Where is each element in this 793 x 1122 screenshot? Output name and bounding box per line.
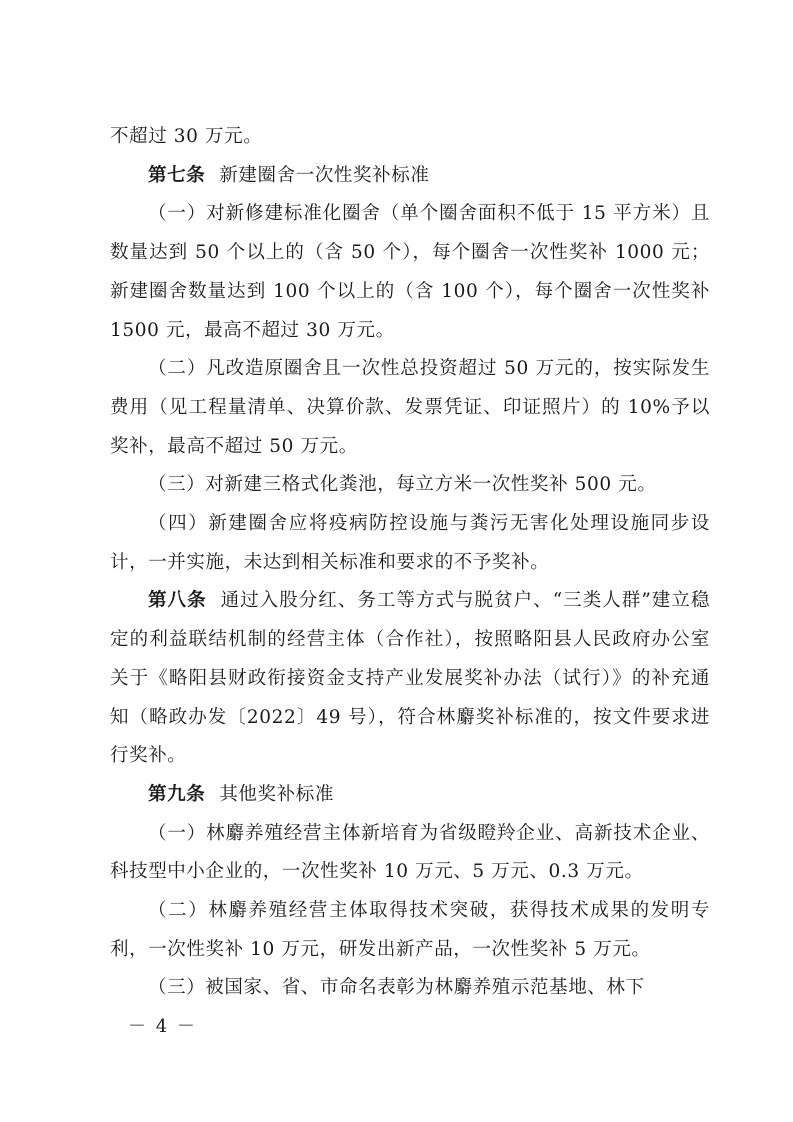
paragraph-text: （四）新建圈舍应将疫病防控设施与粪污无害化处理设施同步设计，一并实施，未达到相关标准和要求的不予奖补。 (110, 513, 710, 573)
paragraph-continuation (110, 118, 710, 157)
paragraph-article-7-item-2 (110, 350, 710, 466)
paragraph-text: 通过入股分红、务工等方式与脱贫户、“三类人群”建立稳定的利益联结机制的经营主体（合作社），按照略阳县人民政府办公室关于《略阳县财政衔接资金支持产业发展奖补办法（试行）》的补充通知（略政办发〔2022〕49 号），符合林麝奖补标准的，按文件要求进行奖补。 (110, 590, 710, 767)
article-title: 新建圈舍一次性奖补标准 (219, 164, 430, 186)
paragraph-text: （一）对新修建标准化圈舍（单个圈舍面积不低于 15 平方米）且数量达到 50 个以上的（含 50 个），每个圈舍一次性奖补 1000 元；新建圈舍数量达到 100 个以上的（含 100 个），每个圈舍一次性奖补 1500 元，最高不超过 30 万元。 (110, 203, 710, 341)
document-body (110, 118, 710, 1008)
paragraph-text: （二）凡改造原圈舍且一次性总投资超过 50 万元的，按实际发生费用（见工程量清单、决算价款、发票凭证、印证照片）的 10%予以奖补，最高不超过 50 万元。 (110, 358, 710, 457)
article-number: 第七条 (148, 164, 206, 186)
page-number: － 4 － (128, 1016, 197, 1037)
paragraph-article-7-item-4 (110, 505, 710, 582)
paragraph-article-9-item-1 (110, 815, 710, 892)
paragraph-text: （三）对新建三格式化粪池，每立方米一次性奖补 500 元。 (148, 474, 657, 496)
paragraph-text: （三）被国家、省、市命名表彰为林麝养殖示范基地、林下 (148, 977, 645, 999)
paragraph-text: （二）林麝养殖经营主体取得技术突破，获得技术成果的发明专利，一次性奖补 10 万元，研发出新产品，一次性奖补 5 万元。 (110, 900, 710, 960)
paragraph-article-7-item-1 (110, 195, 710, 350)
paragraph-text: （一）林麝养殖经营主体新培育为省级瞪羚企业、高新技术企业、科技型中小企业的，一次性奖补 10 万元、5 万元、0.3 万元。 (110, 822, 710, 883)
paragraph-text: 不超过 30 万元。 (110, 126, 263, 147)
article-9-heading (110, 776, 710, 815)
paragraph-article-7-item-3 (110, 466, 710, 505)
paragraph-article-9-item-2 (110, 892, 710, 969)
article-8-paragraph (110, 582, 710, 776)
article-number: 第八条 (148, 590, 207, 612)
article-title: 其他奖补标准 (219, 783, 334, 805)
article-number: 第九条 (148, 783, 206, 805)
paragraph-article-9-item-3 (110, 969, 710, 1008)
article-7-heading (110, 157, 710, 196)
